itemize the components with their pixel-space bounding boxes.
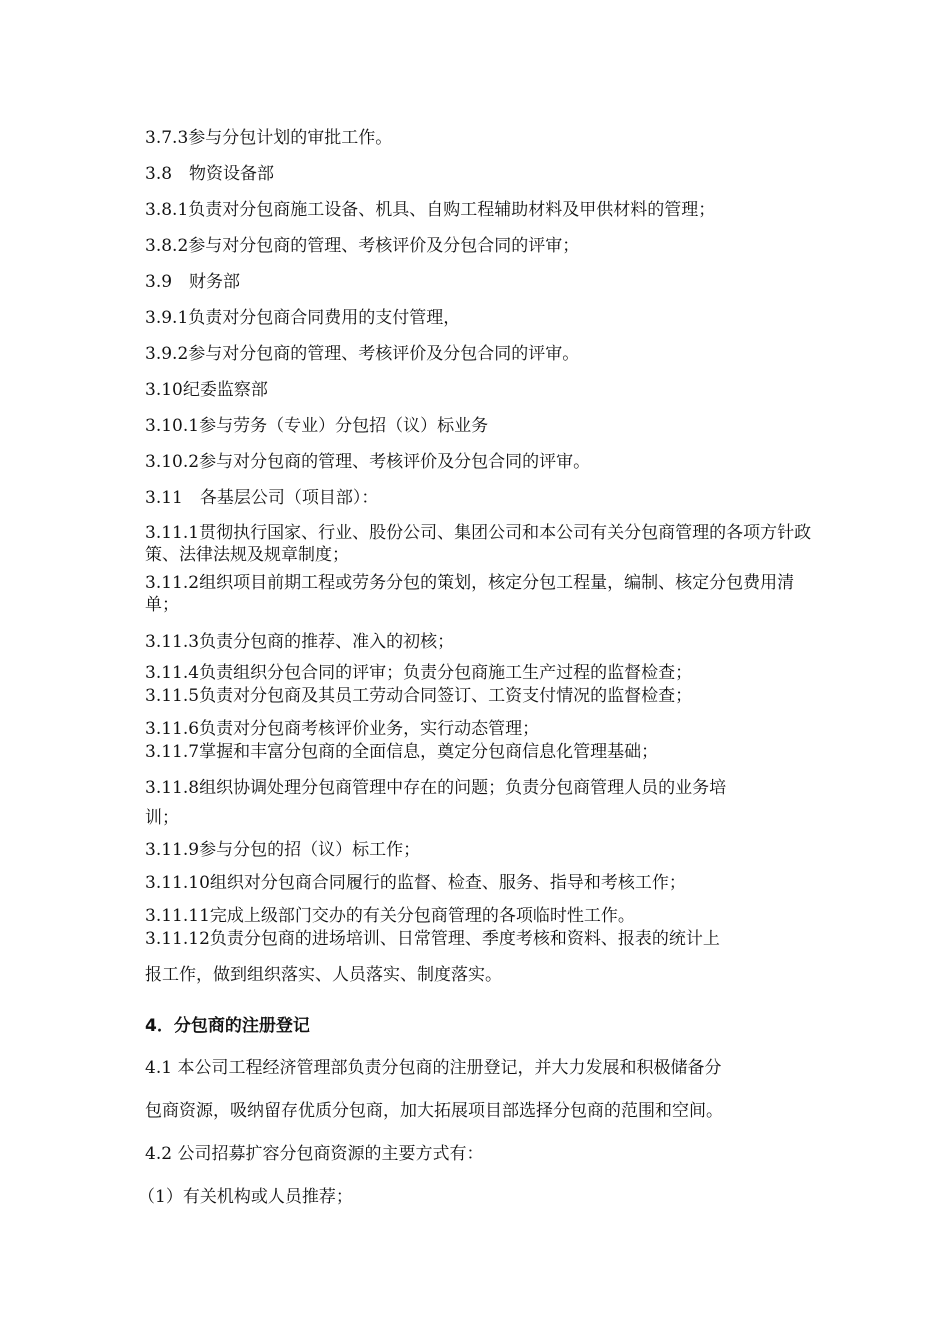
clause-3-8-1: 3.8.1负责对分包商施工设备、机具、自购工程辅助材料及甲供材料的管理；: [145, 200, 716, 220]
clause-3-10-2: 3.10.2参与对分包商的管理、考核评价及分包合同的评审。: [145, 452, 591, 472]
clause-3-7-3: 3.7.3参与分包计划的审批工作。: [145, 128, 393, 148]
clause-3-9-2: 3.9.2参与对分包商的管理、考核评价及分包合同的评审。: [145, 344, 580, 364]
clause-3-11-3: 3.11.3负责分包商的推荐、准入的初核；: [145, 632, 455, 652]
clause-3-11-10: 3.11.10组织对分包商合同履行的监督、检查、服务、指导和考核工作；: [145, 873, 686, 893]
clause-3-11-8: 3.11.8组织协调处理分包商管理中存在的问题；负责分包商管理人员的业务培: [145, 778, 727, 798]
section-3-10-title: 3.10纪委监察部: [145, 380, 268, 400]
clause-4-2: 4.2 公司招募扩容分包商资源的主要方式有：: [145, 1144, 484, 1164]
clause-3-11-1: 3.11.1贯彻执行国家、行业、股份公司、集团公司和本公司有关分包商管理的各项方针政策、法律法规及规章制度；: [145, 523, 812, 565]
clause-3-11-12: 3.11.12负责分包商的进场培训、日常管理、季度考核和资料、报表的统计上: [145, 929, 720, 949]
list-item-1: （1）有关机构或人员推荐；: [138, 1187, 353, 1207]
section-3-11-title: 3.11 各基层公司（项目部）：: [145, 488, 379, 508]
clause-3-11-9: 3.11.9参与分包的招（议）标工作；: [145, 840, 421, 860]
clause-3-11-2: 3.11.2组织项目前期工程或劳务分包的策划，核定分包工程量，编制、核定分包费用清单；: [145, 573, 795, 615]
clause-3-11-12-cont: 报工作，做到组织落实、人员落实、制度落实。: [145, 965, 502, 985]
clause-3-11-6: 3.11.6负责对分包商考核评价业务，实行动态管理；: [145, 719, 540, 739]
clause-3-9-1: 3.9.1负责对分包商合同费用的支付管理，: [145, 308, 461, 328]
clause-4-1-line1: 4.1 本公司工程经济管理部负责分包商的注册登记，并大力发展和积极储备分: [145, 1058, 722, 1078]
clause-3-8-2: 3.8.2参与对分包商的管理、考核评价及分包合同的评审；: [145, 236, 580, 256]
section-4-heading: 4．分包商的注册登记: [145, 1016, 310, 1036]
clause-3-10-1: 3.10.1参与劳务（专业）分包招（议）标业务: [145, 416, 489, 436]
clause-3-11-4: 3.11.4负责组织分包合同的评审；负责分包商施工生产过程的监督检查；: [145, 663, 693, 683]
clause-3-11-8-cont: 训；: [145, 808, 179, 828]
clause-3-11-11: 3.11.11完成上级部门交办的有关分包商管理的各项临时性工作。: [145, 906, 635, 926]
section-3-9-title: 3.9 财务部: [145, 272, 241, 292]
section-3-8-title: 3.8 物资设备部: [145, 164, 275, 184]
clause-4-1-line2: 包商资源，吸纳留存优质分包商，加大拓展项目部选择分包商的范围和空间。: [145, 1101, 723, 1121]
clause-3-11-7: 3.11.7掌握和丰富分包商的全面信息，奠定分包商信息化管理基础；: [145, 742, 659, 762]
clause-3-11-5: 3.11.5负责对分包商及其员工劳动合同签订、工资支付情况的监督检查；: [145, 686, 693, 706]
